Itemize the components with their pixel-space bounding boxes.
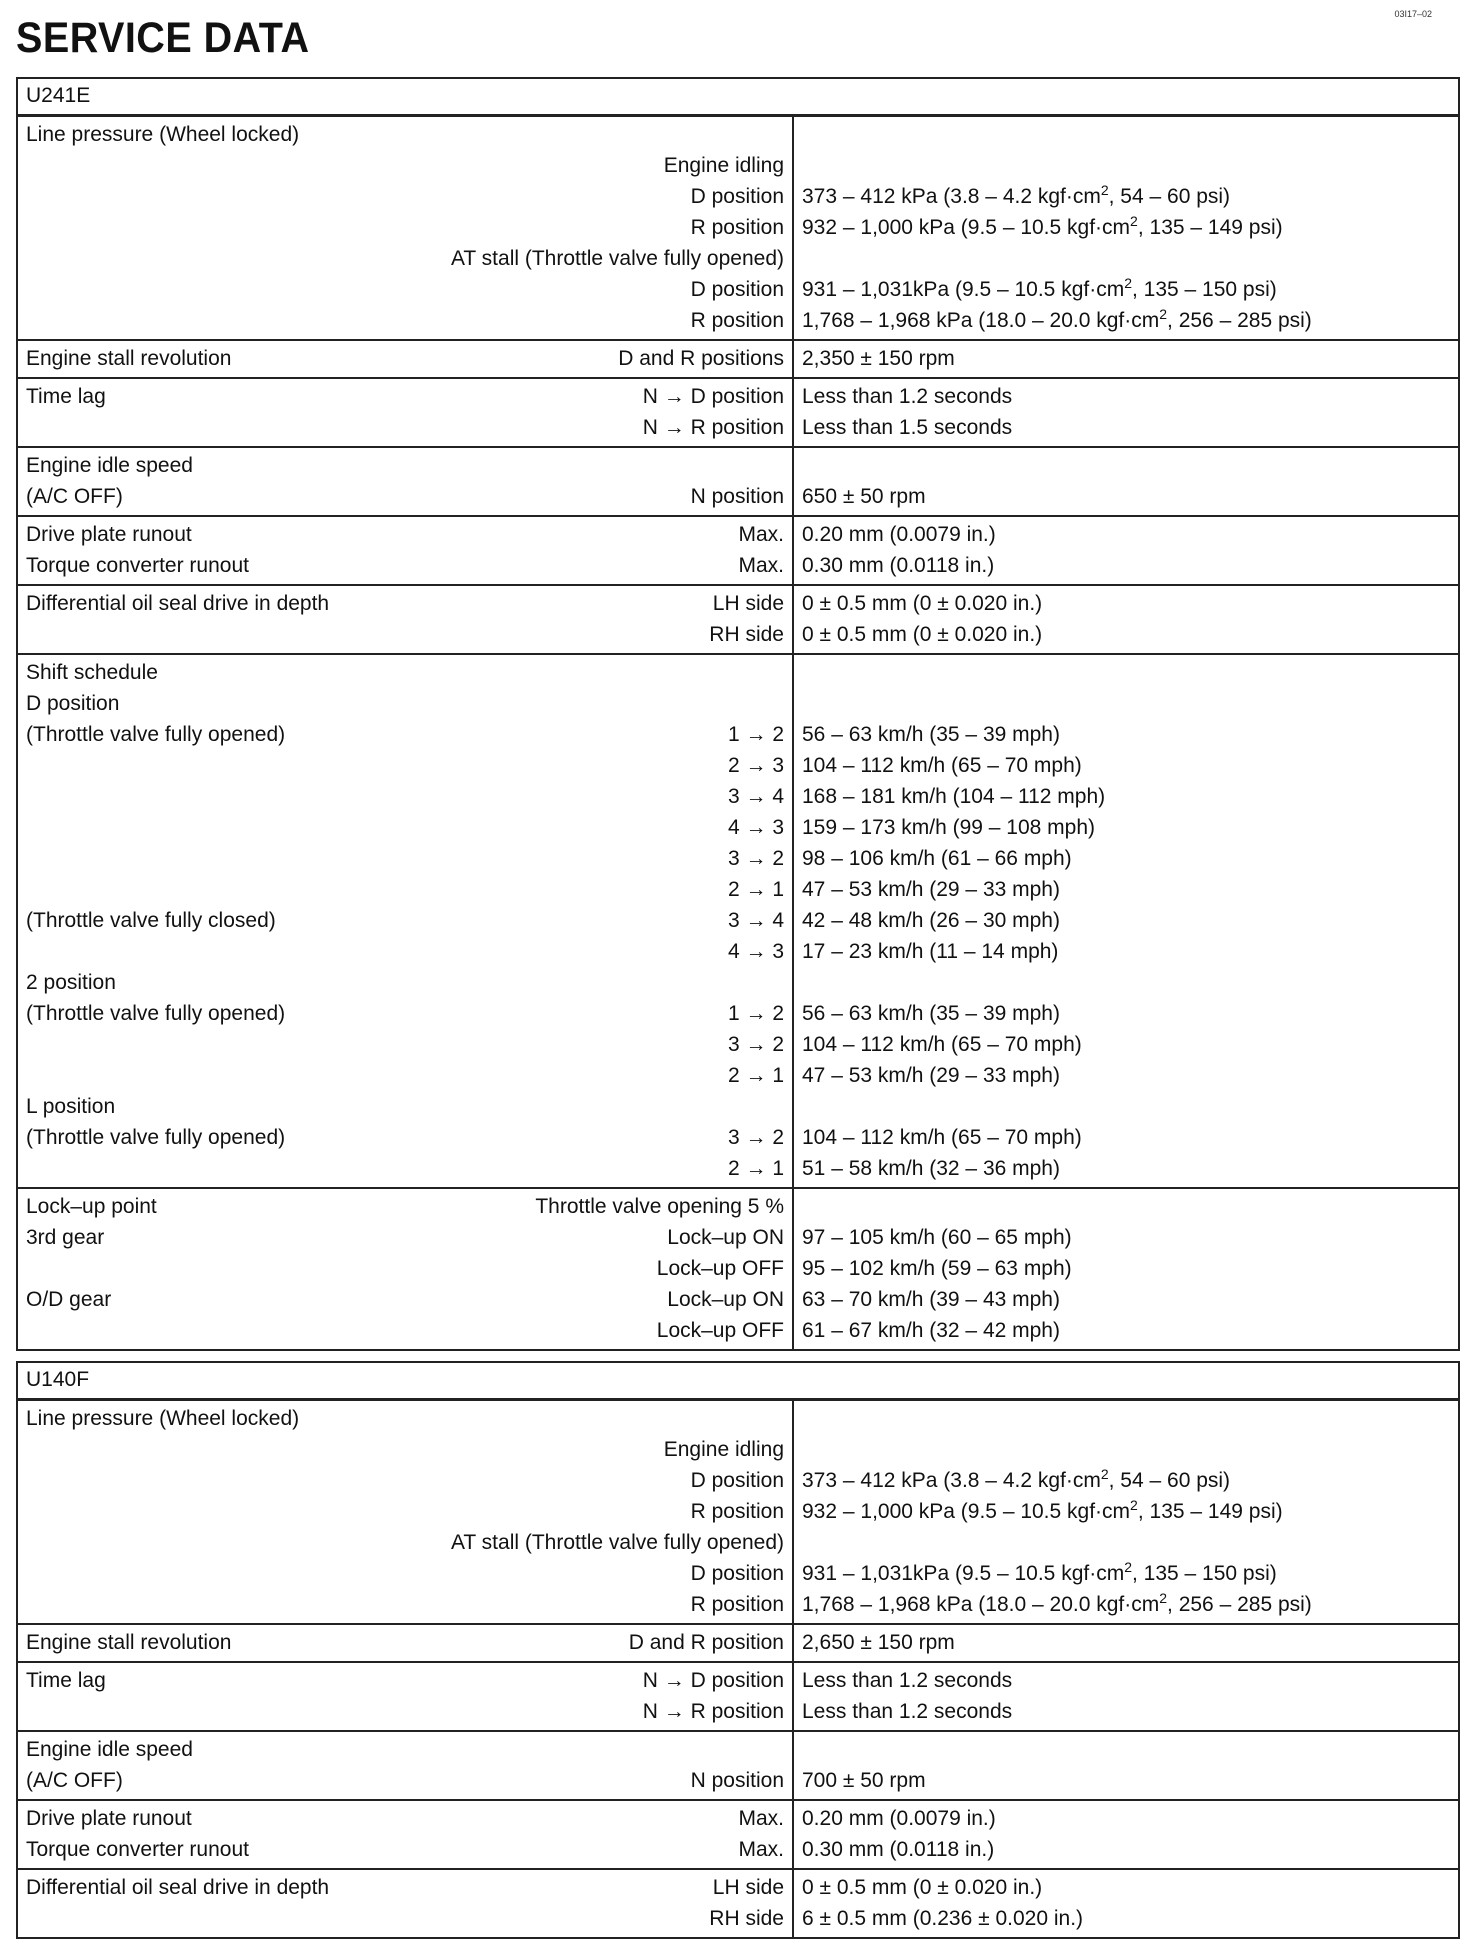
spec-line xyxy=(26,1765,784,1796)
spec-line xyxy=(26,1496,784,1527)
spec-item-label: Engine idle speed xyxy=(26,454,193,477)
spec-item-label: Shift schedule xyxy=(26,661,158,684)
spec-condition: Max. xyxy=(738,554,784,577)
spec-condition: D and R positions xyxy=(618,347,784,370)
spec-condition: N → R position xyxy=(642,1700,784,1723)
spec-value: 373 – 412 kPa (3.8 – 4.2 $kgf\cdot cm^2$, 54 – 60 psi) xyxy=(802,1466,1231,1492)
document-code: 03I17–02 xyxy=(1394,9,1432,19)
spec-value: 0.20 mm (0.0079 in.) xyxy=(802,1807,996,1830)
spec-section-row xyxy=(17,1188,1459,1350)
spec-value: 63 – 70 km/h (39 – 43 mph) xyxy=(802,1288,1060,1311)
spec-item-label: Differential oil seal drive in depth xyxy=(26,592,330,615)
spec-line xyxy=(26,274,784,305)
spec-value: 47 – 53 km/h (29 – 33 mph) xyxy=(802,1064,1060,1087)
spec-label-cell xyxy=(17,585,793,654)
spec-line xyxy=(26,905,784,936)
spec-condition: 4 → 3 xyxy=(727,940,784,963)
spec-condition: AT stall (Throttle valve fully opened) xyxy=(450,247,784,270)
spec-item-label: L position xyxy=(26,1095,116,1118)
spec-condition: 3 → 2 xyxy=(727,1033,784,1056)
spec-line xyxy=(26,519,784,550)
spec-value-cell xyxy=(793,1662,1459,1731)
model-name: U241E xyxy=(17,78,1459,116)
spec-item-label: Torque converter runout xyxy=(26,554,249,577)
spec-condition: D position xyxy=(690,1562,784,1585)
spec-condition: D position xyxy=(690,278,784,301)
spec-item-label: O/D gear xyxy=(26,1288,112,1311)
spec-label-cell xyxy=(17,340,793,378)
spec-table-u140f xyxy=(16,1361,1460,1939)
spec-line xyxy=(26,1060,784,1091)
spec-value: 95 – 102 km/h (59 – 63 mph) xyxy=(802,1257,1072,1280)
spec-value-cell xyxy=(793,1800,1459,1869)
spec-value: 0.30 mm (0.0118 in.) xyxy=(802,554,995,577)
spec-value: 51 – 58 km/h (32 – 36 mph) xyxy=(802,1157,1060,1180)
spec-label-cell xyxy=(17,1400,793,1625)
spec-value xyxy=(802,243,1450,274)
spec-value: 168 – 181 km/h (104 – 112 mph) xyxy=(802,785,1106,808)
spec-value: 650 ± 50 rpm xyxy=(802,485,926,508)
spec-value: 0 ± 0.5 mm (0 ± 0.020 in.) xyxy=(802,592,1043,615)
spec-value-cell xyxy=(793,1731,1459,1800)
spec-section-row xyxy=(17,1400,1459,1625)
spec-line xyxy=(26,305,784,336)
spec-value: 17 – 23 km/h (11 – 14 mph) xyxy=(802,940,1059,963)
spec-condition: N → R position xyxy=(642,416,784,439)
spec-item-label: (Throttle valve fully closed) xyxy=(26,909,276,932)
spec-condition: Max. xyxy=(738,1838,784,1861)
spec-line xyxy=(26,1091,784,1122)
spec-value-cell xyxy=(793,585,1459,654)
spec-line xyxy=(26,1558,784,1589)
spec-line xyxy=(26,967,784,998)
spec-condition: 3 → 4 xyxy=(727,785,784,808)
spec-value: Less than 1.2 seconds xyxy=(802,1669,1013,1692)
spec-line xyxy=(26,936,784,967)
spec-line xyxy=(26,688,784,719)
spec-line xyxy=(26,212,784,243)
spec-line xyxy=(26,381,784,412)
spec-value xyxy=(802,1434,1450,1465)
spec-value: 1,768 – 1,968 kPa (18.0 – 20.0 $kgf\cdot cm^2$, 256 – 285 psi) xyxy=(802,1590,1312,1616)
spec-condition: Engine idling xyxy=(663,154,784,177)
spec-condition: 2 → 3 xyxy=(727,754,784,777)
spec-item-label: (A/C OFF) xyxy=(26,485,123,508)
spec-line xyxy=(26,450,784,481)
spec-item-label: Line pressure (Wheel locked) xyxy=(26,123,300,146)
spec-label-cell xyxy=(17,447,793,516)
spec-condition: Lock–up ON xyxy=(667,1226,784,1249)
spec-line xyxy=(26,1253,784,1284)
spec-value: 0.30 mm (0.0118 in.) xyxy=(802,1838,995,1861)
spec-line xyxy=(26,1315,784,1346)
spec-line xyxy=(26,1284,784,1315)
spec-condition: D and R position xyxy=(628,1631,784,1654)
spec-section-row xyxy=(17,447,1459,516)
spec-value: Less than 1.2 seconds xyxy=(802,1700,1013,1723)
spec-line xyxy=(26,243,784,274)
spec-section-row xyxy=(17,116,1459,341)
spec-condition: Engine idling xyxy=(663,1438,784,1461)
spec-line xyxy=(26,1803,784,1834)
spec-line xyxy=(26,181,784,212)
spec-value: 159 – 173 km/h (99 – 108 mph) xyxy=(802,816,1096,839)
spec-item-label: Drive plate runout xyxy=(26,1807,192,1830)
spec-value xyxy=(802,688,1450,719)
spec-value: 931 – 1,031kPa (9.5 – 10.5 $kgf\cdot cm^2$, 135 – 150 psi) xyxy=(802,275,1277,301)
spec-condition: 1 → 2 xyxy=(727,723,784,746)
spec-value-cell xyxy=(793,1188,1459,1350)
spec-condition: Max. xyxy=(738,1807,784,1830)
spec-table-u241e xyxy=(16,77,1460,1351)
spec-section-row xyxy=(17,516,1459,585)
spec-value: Less than 1.2 seconds xyxy=(802,385,1013,408)
spec-line xyxy=(26,588,784,619)
spec-line xyxy=(26,657,784,688)
spec-condition: 4 → 3 xyxy=(727,816,784,839)
spec-item-label: (Throttle valve fully opened) xyxy=(26,1126,286,1149)
spec-line xyxy=(26,812,784,843)
spec-line xyxy=(26,1222,784,1253)
spec-line xyxy=(26,1191,784,1222)
spec-section-row xyxy=(17,1624,1459,1662)
spec-condition: Lock–up OFF xyxy=(656,1319,784,1342)
spec-value-cell xyxy=(793,447,1459,516)
spec-value xyxy=(802,1734,1450,1765)
spec-line xyxy=(26,481,784,512)
spec-value: 0.20 mm (0.0079 in.) xyxy=(802,523,996,546)
spec-section-row xyxy=(17,340,1459,378)
spec-value: 6 ± 0.5 mm (0.236 ± 0.020 in.) xyxy=(802,1907,1084,1930)
spec-item-label: Engine stall revolution xyxy=(26,1631,232,1654)
spec-condition: RH side xyxy=(709,623,784,646)
spec-item-label: 3rd gear xyxy=(26,1226,105,1249)
spec-line xyxy=(26,719,784,750)
spec-label-cell xyxy=(17,116,793,341)
spec-condition: D position xyxy=(690,185,784,208)
spec-label-cell xyxy=(17,1869,793,1938)
spec-line xyxy=(26,1153,784,1184)
spec-line xyxy=(26,843,784,874)
spec-line xyxy=(26,119,784,150)
spec-item-label: Torque converter runout xyxy=(26,1838,249,1861)
spec-condition: Max. xyxy=(738,523,784,546)
spec-value xyxy=(802,967,1450,998)
spec-line xyxy=(26,1834,784,1865)
spec-line xyxy=(26,150,784,181)
spec-condition: LH side xyxy=(712,1876,784,1899)
spec-line xyxy=(26,781,784,812)
spec-item-label: Time lag xyxy=(26,385,106,408)
spec-item-label: Time lag xyxy=(26,1669,106,1692)
spec-label-cell xyxy=(17,516,793,585)
spec-line xyxy=(26,619,784,650)
spec-condition: R position xyxy=(690,216,784,239)
spec-section-row xyxy=(17,1662,1459,1731)
spec-value xyxy=(802,1091,1450,1122)
spec-condition: R position xyxy=(690,1593,784,1616)
spec-value xyxy=(802,1403,1450,1434)
spec-value: 373 – 412 kPa (3.8 – 4.2 $kgf\cdot cm^2$, 54 – 60 psi) xyxy=(802,182,1231,208)
spec-condition: 3 → 2 xyxy=(727,1126,784,1149)
spec-line xyxy=(26,750,784,781)
spec-value: 47 – 53 km/h (29 – 33 mph) xyxy=(802,878,1060,901)
spec-condition: N position xyxy=(690,1769,784,1792)
spec-value: 2,650 ± 150 rpm xyxy=(802,1631,955,1654)
spec-value xyxy=(802,119,1450,150)
spec-item-label: (Throttle valve fully opened) xyxy=(26,1002,286,1025)
spec-label-cell xyxy=(17,1188,793,1350)
spec-item-label: Engine idle speed xyxy=(26,1738,193,1761)
spec-item-label: Differential oil seal drive in depth xyxy=(26,1876,330,1899)
spec-section-row xyxy=(17,1869,1459,1938)
spec-condition: 2 → 1 xyxy=(727,1157,784,1180)
spec-condition: D position xyxy=(690,1469,784,1492)
spec-value-cell xyxy=(793,516,1459,585)
spec-value xyxy=(802,657,1450,688)
spec-section-row xyxy=(17,378,1459,447)
model-name: U140F xyxy=(17,1362,1459,1400)
spec-section-row xyxy=(17,654,1459,1188)
spec-value: 97 – 105 km/h (60 – 65 mph) xyxy=(802,1226,1072,1249)
spec-condition: Lock–up ON xyxy=(667,1288,784,1311)
spec-value: 0 ± 0.5 mm (0 ± 0.020 in.) xyxy=(802,1876,1043,1899)
spec-line xyxy=(26,998,784,1029)
spec-value: 2,350 ± 150 rpm xyxy=(802,347,955,370)
spec-value xyxy=(802,450,1450,481)
spec-label-cell xyxy=(17,1662,793,1731)
spec-value: 104 – 112 km/h (65 – 70 mph) xyxy=(802,1033,1082,1056)
spec-value-cell xyxy=(793,1869,1459,1938)
spec-item-label: 2 position xyxy=(26,971,116,994)
spec-condition: 1 → 2 xyxy=(727,1002,784,1025)
spec-line xyxy=(26,1903,784,1934)
spec-section-row xyxy=(17,1731,1459,1800)
spec-value: 104 – 112 km/h (65 – 70 mph) xyxy=(802,1126,1082,1149)
spec-line xyxy=(26,1527,784,1558)
spec-value: 932 – 1,000 kPa (9.5 – 10.5 $kgf\cdot cm^2$, 135 – 149 psi) xyxy=(802,213,1283,239)
spec-value: 61 – 67 km/h (32 – 42 mph) xyxy=(802,1319,1060,1342)
spec-line xyxy=(26,343,784,374)
spec-line xyxy=(26,1665,784,1696)
spec-condition: R position xyxy=(690,1500,784,1523)
spec-condition: N → D position xyxy=(642,385,784,408)
spec-value-cell xyxy=(793,1624,1459,1662)
spec-section-row xyxy=(17,585,1459,654)
spec-label-cell xyxy=(17,1624,793,1662)
spec-value: 56 – 63 km/h (35 – 39 mph) xyxy=(802,723,1060,746)
spec-line xyxy=(26,1734,784,1765)
spec-condition: 2 → 1 xyxy=(727,1064,784,1087)
spec-item-label: D position xyxy=(26,692,120,715)
spec-line xyxy=(26,1122,784,1153)
spec-condition: AT stall (Throttle valve fully opened) xyxy=(450,1531,784,1554)
spec-condition: N position xyxy=(690,485,784,508)
spec-condition: RH side xyxy=(709,1907,784,1930)
spec-value: 932 – 1,000 kPa (9.5 – 10.5 $kgf\cdot cm^2$, 135 – 149 psi) xyxy=(802,1497,1283,1523)
spec-label-cell xyxy=(17,1731,793,1800)
spec-line xyxy=(26,1696,784,1727)
spec-condition: 2 → 1 xyxy=(727,878,784,901)
spec-value: 104 – 112 km/h (65 – 70 mph) xyxy=(802,754,1082,777)
spec-value: 931 – 1,031kPa (9.5 – 10.5 $kgf\cdot cm^2$, 135 – 150 psi) xyxy=(802,1559,1277,1585)
spec-value: Less than 1.5 seconds xyxy=(802,416,1013,439)
spec-item-label: Lock–up point xyxy=(26,1195,157,1218)
spec-value: 0 ± 0.5 mm (0 ± 0.020 in.) xyxy=(802,623,1043,646)
spec-value-cell xyxy=(793,378,1459,447)
spec-line xyxy=(26,1403,784,1434)
spec-line xyxy=(26,1872,784,1903)
spec-item-label: Engine stall revolution xyxy=(26,347,232,370)
spec-item-label: (Throttle valve fully opened) xyxy=(26,723,286,746)
spec-line xyxy=(26,1589,784,1620)
spec-value-cell xyxy=(793,340,1459,378)
spec-condition: LH side xyxy=(712,592,784,615)
spec-line xyxy=(26,412,784,443)
spec-value xyxy=(802,1191,1450,1222)
spec-value xyxy=(802,150,1450,181)
spec-value-cell xyxy=(793,116,1459,341)
spec-line xyxy=(26,1465,784,1496)
spec-item-label: Line pressure (Wheel locked) xyxy=(26,1407,300,1430)
spec-condition: 3 → 2 xyxy=(727,847,784,870)
spec-value xyxy=(802,1527,1450,1558)
spec-label-cell xyxy=(17,654,793,1188)
spec-line xyxy=(26,1029,784,1060)
spec-value: 1,768 – 1,968 kPa (18.0 – 20.0 $kgf\cdot cm^2$, 256 – 285 psi) xyxy=(802,306,1312,332)
spec-value: 56 – 63 km/h (35 – 39 mph) xyxy=(802,1002,1060,1025)
spec-line xyxy=(26,1627,784,1658)
spec-section-row xyxy=(17,1800,1459,1869)
spec-condition: N → D position xyxy=(642,1669,784,1692)
model-row xyxy=(17,1362,1459,1400)
spec-label-cell xyxy=(17,1800,793,1869)
spec-condition: R position xyxy=(690,309,784,332)
spec-condition: 3 → 4 xyxy=(727,909,784,932)
page-title: SERVICE DATA xyxy=(16,14,310,62)
spec-label-cell xyxy=(17,378,793,447)
spec-value: 98 – 106 km/h (61 – 66 mph) xyxy=(802,847,1072,870)
spec-value: 700 ± 50 rpm xyxy=(802,1769,926,1792)
spec-line xyxy=(26,1434,784,1465)
spec-item-label: Drive plate runout xyxy=(26,523,192,546)
model-row xyxy=(17,78,1459,116)
spec-value-cell xyxy=(793,654,1459,1188)
spec-line xyxy=(26,550,784,581)
spec-line xyxy=(26,874,784,905)
spec-value: 42 – 48 km/h (26 – 30 mph) xyxy=(802,909,1060,932)
spec-value-cell xyxy=(793,1400,1459,1625)
spec-item-label: (A/C OFF) xyxy=(26,1769,123,1792)
spec-condition: Throttle valve opening 5 % xyxy=(535,1195,784,1218)
spec-condition: Lock–up OFF xyxy=(656,1257,784,1280)
